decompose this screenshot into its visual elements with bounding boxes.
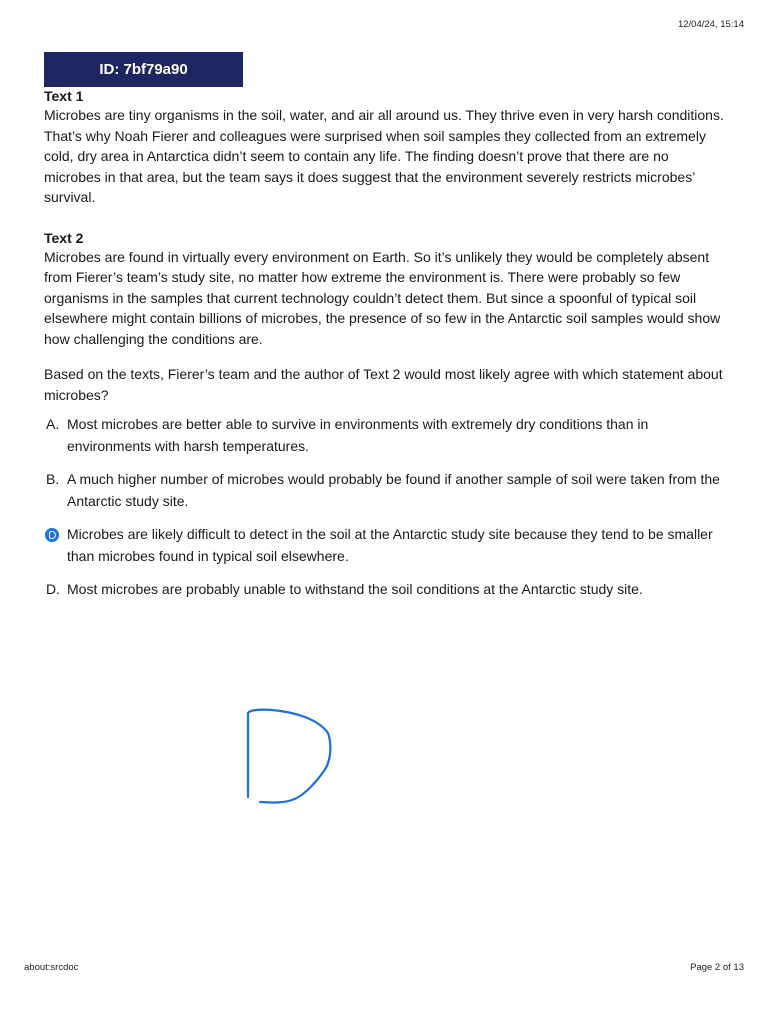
- print-datetime: 12/04/24, 15:14: [677, 19, 744, 30]
- print-url: about:srcdoc: [24, 962, 79, 973]
- cursor-marker-icon: [45, 528, 59, 542]
- text-2-heading: Text 2: [44, 229, 84, 246]
- choice-letter: A.: [46, 416, 60, 432]
- text-2-block: [44, 229, 724, 350]
- choice-text: A much higher number of microbes would probably be found if another sample of soil were taken from the Antarctic study site.: [67, 471, 720, 509]
- text-1-passage: Microbes are tiny organisms in the soil, water, and air all around us. They thrive even in very harsh conditions. That’s why Noah Fierer and colleagues were surprised when soil samples they collected from an extremely cold, dry area in Antarctica didn’t seem to contain any life. The finding doesn’t prove that there are no microbes in that area, but the team says it does suggest that the environment severely restricts microbes’ survival.: [44, 107, 724, 205]
- text-1-block: [44, 87, 724, 208]
- text-1-heading: Text 1: [44, 88, 84, 104]
- question-content: [44, 52, 724, 613]
- text-2-passage: Microbes are found in virtually every environment on Earth. So it’s unlikely they would be completely absent from Fierer’s team’s study site, no matter how extreme the environment is. There were probably so few organisms in the samples that current technology couldn’t detect them. But since a spoonful of typical soil elsewhere might contain billions of microbes, the presence of so few in the Antarctic soil samples would show how challenging the conditions are.: [44, 248, 721, 347]
- choice-letter: D.: [46, 581, 60, 597]
- choice-a[interactable]: [44, 414, 724, 457]
- choice-text: Most microbes are probably unable to withstand the soil conditions at the Antarctic study site.: [67, 581, 643, 597]
- page-number: Page 2 of 13: [690, 962, 744, 973]
- choice-b[interactable]: [44, 469, 724, 512]
- choice-letter: B.: [46, 471, 60, 487]
- answer-choices: [44, 414, 724, 601]
- choice-text: Microbes are likely difficult to detect in the soil at the Antarctic study site because they tend to be smaller than microbes found in typical soil elsewhere.: [67, 526, 713, 564]
- choice-text: Most microbes are better able to survive in environments with extremely dry conditions than in environments with harsh temperatures.: [67, 416, 649, 454]
- question-stem: Based on the texts, Fierer’s team and the author of Text 2 would most likely agree with which statement about microbes?: [44, 366, 723, 403]
- choice-c[interactable]: [44, 524, 724, 567]
- question-id-badge: ID: 7bf79a90: [44, 52, 243, 87]
- handwritten-letter-d: [240, 705, 340, 810]
- choice-d[interactable]: [44, 579, 724, 601]
